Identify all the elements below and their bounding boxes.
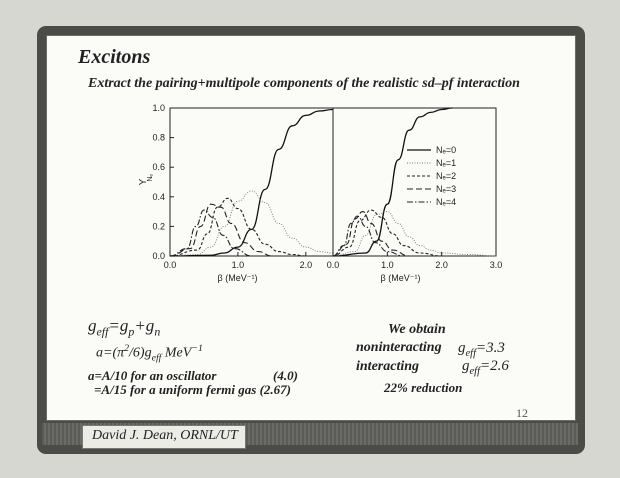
series-line — [333, 108, 453, 256]
x-tick-label: 0.0 — [326, 260, 340, 270]
legend-label: Nₑ=0 — [436, 145, 457, 155]
y-tick-label: 0.0 — [152, 251, 165, 261]
series-line — [333, 212, 409, 256]
x-tick-label: 3.0 — [489, 260, 503, 270]
reduction-text: 22% reduction — [384, 380, 463, 395]
geff-formula: $g_{eff}=g_p+g_n$ — [88, 316, 161, 339]
y-tick-label: 0.4 — [152, 191, 165, 202]
footer-author: David J. Dean, ORNL/UT — [92, 428, 238, 443]
x-tick-label: 0.0 — [163, 260, 177, 270]
noninteracting-value: $g_{eff}=3.3$ — [458, 340, 505, 359]
y-tick-label: 0.6 — [152, 162, 165, 173]
exciton-chart — [130, 100, 503, 290]
legend-label: Nₑ=3 — [436, 184, 457, 194]
legend-label: Nₑ=2 — [436, 171, 457, 181]
panel-frame — [333, 108, 496, 256]
x-tick-label: 1.0 — [231, 260, 245, 270]
legend-label: Nₑ=1 — [436, 158, 457, 168]
series-line — [170, 210, 252, 256]
slide-subtitle: Extract the pairing+multipole components of the realistic sd–pf interaction — [88, 76, 520, 91]
noninteracting-label: noninteracting — [356, 340, 442, 355]
x-tick-label: 1.0 — [381, 260, 394, 270]
fermi-gas-line: =A/15 for a uniform fermi gas (2.67) — [94, 382, 291, 397]
series-line — [333, 210, 442, 256]
series-line — [170, 191, 333, 256]
x-axis-label: β (MeV⁻¹) — [217, 273, 258, 283]
x-axis-label: β (MeV⁻¹) — [380, 273, 421, 283]
x-tick-label: 2.0 — [299, 260, 313, 270]
x-tick-label: 2.0 — [435, 260, 448, 270]
interacting-value: $g_{eff}=2.6$ — [462, 358, 509, 377]
oscillator-value: (4.0) — [273, 368, 298, 383]
y-axis-label: Y — [138, 178, 149, 186]
a-formula: $a=(\pi^2/6)g_{eff}$ MeV$^{-1}$ — [96, 343, 203, 364]
y-axis-label-subscript: Nₑ — [147, 174, 154, 182]
series-line — [170, 110, 333, 257]
results-heading: We obtain — [388, 322, 446, 337]
series-line — [333, 212, 496, 256]
interacting-label: interacting — [356, 359, 420, 374]
panel-frame — [170, 108, 333, 256]
y-tick-label: 1.0 — [152, 103, 165, 113]
slide-title: Excitons — [78, 46, 151, 68]
y-tick-label: 0.8 — [152, 132, 165, 143]
legend-label: Nₑ=4 — [436, 197, 457, 207]
oscillator-line: a=A/10 for an oscillator — [88, 368, 217, 383]
page-number: 12 — [516, 406, 528, 420]
y-tick-label: 0.2 — [152, 221, 165, 232]
